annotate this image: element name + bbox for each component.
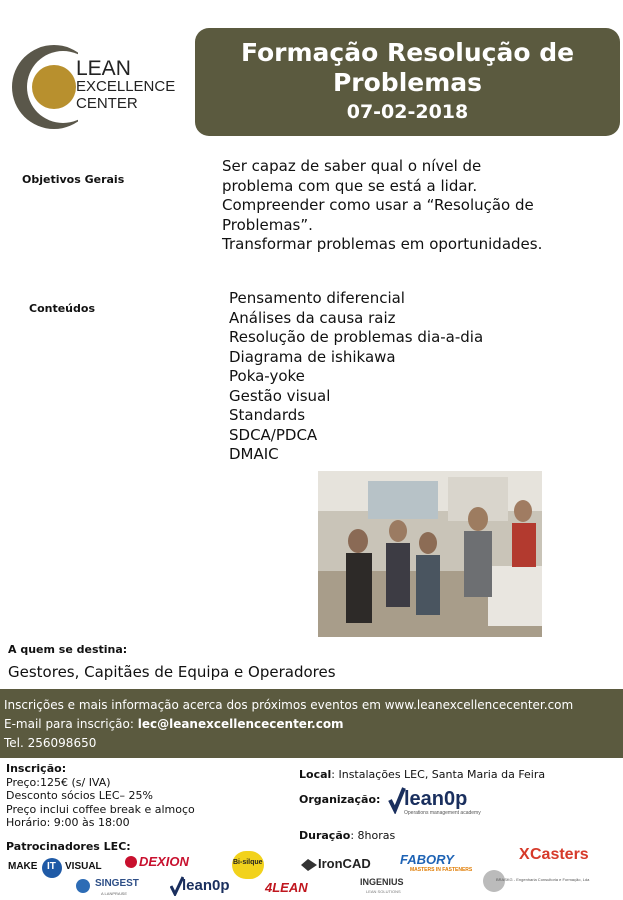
sponsor-bisilque [232,851,264,879]
conteudos-label: Conteúdos [29,302,95,315]
course-date: 07-02-2018 [346,101,469,123]
email-prefix: E-mail para inscrição: [4,717,138,731]
sponsor-text: LEAN SOLUTIONS [366,889,401,894]
sponsor-braskg [482,868,622,894]
local-text: : Instalações LEC, Santa Maria da Feira [331,768,546,781]
sponsor-ironcad [300,856,380,874]
conteudo-item: Análises da causa raiz [229,308,396,327]
objetivos-label: Objetivos Gerais [22,173,125,186]
sponsor-casters [519,846,599,866]
sponsor-singest [75,876,155,898]
info-events-line: Inscrições e mais informação acerca dos próximos eventos em www.leanexcellencecenter.com [4,698,574,712]
sponsor-leanop [170,876,240,898]
singest-icon [75,878,91,894]
objetivos-text [222,157,542,255]
sponsor-make-it-visual [8,858,108,878]
destino-text: Gestores, Capitães de Equipa e Operadores [8,663,336,681]
conteudo-item: SDCA/PDCA [229,425,318,444]
sponsor-text: FABORY [400,852,454,867]
local-line [299,768,545,782]
sponsor-text: 4LEAN [265,880,308,895]
conteudo-item: Pensamento diferencial [229,289,405,307]
inscricao-label: Inscrição: [6,762,67,775]
objetivos-line: Problemas”. [222,215,313,234]
objetivos-line: problema com que se está a lidar. [222,176,478,195]
info-email-line [4,717,344,731]
inscricao-horario: Horário: 9:00 às 18:00 [6,816,130,829]
duracao-text: : 8horas [350,829,396,842]
sponsor-text: X [519,846,530,863]
organizacao-logo [388,786,488,816]
sponsor-text: IronCAD [318,856,371,871]
objetivos-line: Compreender como usar a “Resolução de [222,196,534,214]
info-phone: Tel. 256098650 [4,736,97,750]
sponsor-text: INGENIUS [360,877,404,887]
course-title-line1: Formação Resolução de [240,38,575,67]
conteudo-item: Diagrama de ishikawa [229,347,396,366]
training-photo [318,471,542,637]
conteudos-list [229,289,483,465]
sponsor-text: MAKE [8,861,38,872]
conteudo-item: Resolução de problemas dia-a-dia [229,328,484,346]
logo-line-excellence: EXCELLENCE [76,78,176,95]
inscricao-inclui: Preço inclui coffee break e almoço [6,802,195,816]
organizacao-label: Organização: [299,793,381,806]
conteudo-item: Standards [229,406,306,424]
conteudo-item: Poka-yoke [229,367,305,385]
objetivos-line: Transformar problemas em oportunidades. [222,235,543,253]
organizacao-logo-sub: Operations management academy [404,810,481,816]
sponsor-text: IT [47,861,56,872]
logo-emblem-icon [8,42,78,132]
course-title-line2: Problemas [332,68,483,97]
duracao-line [299,829,395,843]
conteudo-item: DMAIC [229,445,279,463]
sponsor-text: SINGEST [95,878,139,889]
sponsor-fabory [400,852,480,874]
sponsor-text: DEXION [139,854,189,869]
sponsor-4lean [265,880,325,898]
duracao-label: Duração [299,829,351,842]
sponsor-ingenius [360,876,420,898]
info-band [0,689,623,758]
sponsor-text: VISUAL [65,861,102,872]
inscricao-desconto: Desconto sócios LEC– 25% [6,789,153,802]
sponsor-text: A LANPRAISE [101,891,128,896]
sponsor-text: Bi-silque [233,859,263,866]
ironcad-icon [300,858,318,872]
sponsors-label: Patrocinadores LEC: [6,840,131,853]
email-link[interactable]: lec@leanexcellencecenter.com [137,717,344,731]
lean-excellence-center-logo [8,42,198,132]
sponsor-text: lean0p [182,877,230,894]
inscricao-block [6,762,195,830]
sponsor-text: Casters [530,846,589,863]
sponsor-text: MASTERS IN FASTENERS [410,867,473,873]
sponsor-text: BRASKG - Engenharia Consultoria e Formação, Lda [496,877,590,882]
local-label: Local [299,768,332,781]
logo-line-center: CENTER [76,95,138,112]
organizacao-logo-text: lean0p [404,788,468,810]
destino-label: A quem se destina: [8,643,128,656]
conteudo-item: Gestão visual [229,386,331,405]
sponsor-dexion [125,854,189,872]
logo-line-lean: LEAN [76,57,131,80]
title-banner [195,28,620,136]
inscricao-preco: Preço:125€ (s/ IVA) [6,775,111,789]
objetivos-line: Ser capaz de saber qual o nível de [222,157,482,175]
